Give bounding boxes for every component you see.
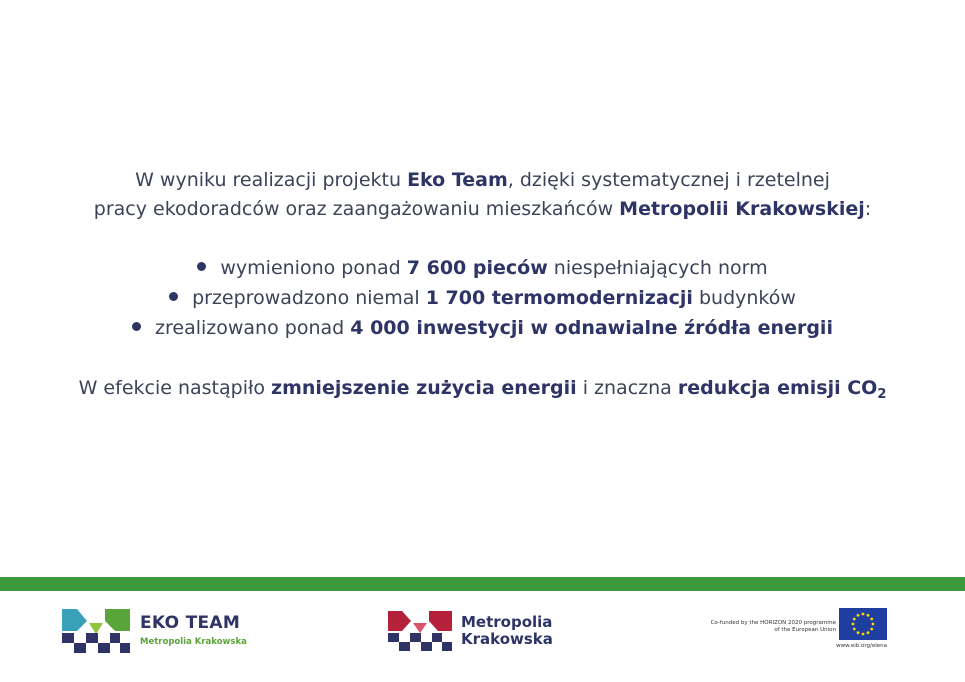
- metropolia-mark-icon: [388, 611, 452, 651]
- effect-paragraph: W efekcie nastąpiło zmniejszenie zużycia energii i znaczna redukcja emisji $CO_2$: [78, 377, 887, 402]
- bullet-icon: [132, 322, 141, 331]
- eko-team-text: EKO TEAM Metropolia Krakowska: [140, 613, 247, 647]
- bullet-icon: [169, 292, 178, 301]
- eko-team-logo: [62, 609, 247, 653]
- green-divider: [0, 577, 965, 591]
- eko-team-mark-icon: [62, 609, 130, 653]
- list-item: przeprowadzono niemal 1 700 termomodernizacji budynków: [0, 283, 965, 313]
- eu-flag-icon: [839, 608, 887, 640]
- eu-cofund-text: Co-funded by the HORIZON 2020 programme of the European Union: [710, 620, 836, 633]
- eu-funding-logo: [705, 608, 890, 653]
- bullet-icon: [197, 262, 206, 271]
- footer: [0, 591, 965, 682]
- eu-stars-icon: [839, 608, 887, 640]
- metropolia-logo: [388, 611, 553, 651]
- intro-line2: pracy ekodoradców oraz zaangażowaniu mieszkańców Metropolii Krakowskiej:: [93, 198, 872, 220]
- metropolia-text: Metropolia Krakowska: [461, 613, 553, 648]
- intro-line1: W wyniku realizacji projektu Eko Team, dzięki systematycznej i rzetelnej: [135, 169, 830, 191]
- eu-url: www.eib.org/elena: [836, 643, 887, 649]
- intro-paragraph: [0, 166, 965, 224]
- results-list: [0, 253, 965, 343]
- list-item: zrealizowano ponad 4 000 inwestycji w odnawialne źródła energii: [0, 313, 965, 343]
- list-item: wymieniono ponad 7 600 pieców niespełniających norm: [0, 253, 965, 283]
- main-content: [0, 166, 965, 410]
